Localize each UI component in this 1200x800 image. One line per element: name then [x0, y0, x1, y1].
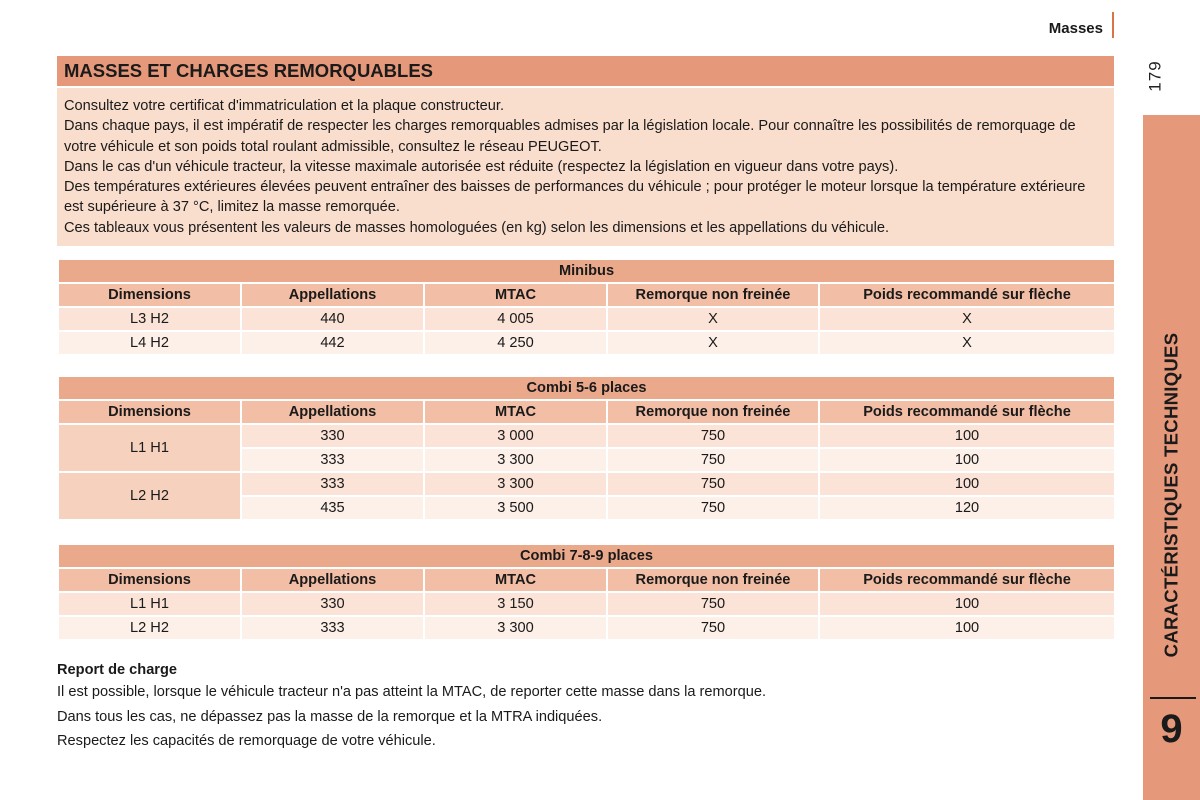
column-header-nose-weight: Poids recommandé sur flèche: [819, 568, 1115, 592]
cell-dimensions: L2 H2: [58, 616, 241, 640]
running-header-title: Masses: [1048, 20, 1103, 37]
table-row: [58, 331, 1115, 355]
page-number-text: 179: [1146, 60, 1165, 92]
table-caption: Combi 5-6 places: [58, 376, 1115, 400]
load-transfer-section: [57, 660, 1114, 754]
cell-nose-weight: 100: [819, 472, 1115, 496]
cell-mtac: 3 300: [424, 472, 607, 496]
cell-appellation: 333: [241, 472, 424, 496]
cell-nose-weight: 120: [819, 496, 1115, 520]
chapter-title-text: CARACTÉRISTIQUES TECHNIQUES: [1160, 332, 1182, 658]
cell-mtac: 3 300: [424, 616, 607, 640]
intro-paragraph: Dans chaque pays, il est impératif de respecter les charges remorquables admises par la législation locale. Pour connaître les possibilités de remorquage de votre véhicule et son poids total roulant admissible, consultez le réseau PEUGEOT.: [64, 118, 1076, 155]
chapter-divider: [1150, 697, 1196, 699]
cell-appellation: 435: [241, 496, 424, 520]
header-divider: [1112, 12, 1114, 38]
intro-box: [57, 88, 1114, 246]
column-header-mtac: MTAC: [424, 568, 607, 592]
table-row: [58, 472, 1115, 496]
cell-mtac: 3 300: [424, 448, 607, 472]
column-header-appellations: Appellations: [241, 568, 424, 592]
intro-paragraph: Consultez votre certificat d'immatriculation et la plaque constructeur.: [64, 98, 504, 114]
cell-unbraked-trailer: 750: [607, 592, 819, 616]
column-header-unbraked-trailer: Remorque non freinée: [607, 400, 819, 424]
cell-unbraked-trailer: 750: [607, 424, 819, 448]
table-row: [58, 616, 1115, 640]
combi-7-8-9-table: [57, 543, 1116, 641]
column-header-mtac: MTAC: [424, 400, 607, 424]
cell-appellation: 333: [241, 448, 424, 472]
cell-unbraked-trailer: 750: [607, 616, 819, 640]
cell-unbraked-trailer: 750: [607, 496, 819, 520]
cell-dimensions: L3 H2: [58, 307, 241, 331]
section-title: MASSES ET CHARGES REMORQUABLES: [57, 56, 1114, 86]
column-header-unbraked-trailer: Remorque non freinée: [607, 568, 819, 592]
table-caption: Minibus: [58, 259, 1115, 283]
column-header-dimensions: Dimensions: [58, 283, 241, 307]
cell-nose-weight: 100: [819, 448, 1115, 472]
table-row: [58, 424, 1115, 448]
column-header-nose-weight: Poids recommandé sur flèche: [819, 283, 1115, 307]
intro-paragraph: Des températures extérieures élevées peuvent entraîner des baisses de performances du véhicule ; pour protéger le moteur lorsque la température extérieure est supérieure à 37 °C, limitez la masse remorquée.: [64, 179, 1086, 216]
column-header-unbraked-trailer: Remorque non freinée: [607, 283, 819, 307]
intro-paragraph: Ces tableaux vous présentent les valeurs de masses homologuées (en kg) selon les dimensions et les appellations du véhicule.: [64, 219, 890, 236]
cell-appellation: 440: [241, 307, 424, 331]
column-header-dimensions: Dimensions: [58, 400, 241, 424]
load-transfer-line: Dans tous les cas, ne dépassez pas la masse de la remorque et la MTRA indiquées.: [57, 708, 603, 725]
cell-mtac: 4 005: [424, 307, 607, 331]
cell-dimensions: L4 H2: [58, 331, 241, 355]
chapter-number: 9: [1160, 706, 1183, 751]
cell-unbraked-trailer: X: [607, 331, 819, 355]
cell-mtac: 3 500: [424, 496, 607, 520]
cell-appellation: 330: [241, 592, 424, 616]
column-header-mtac: MTAC: [424, 283, 607, 307]
cell-appellation: 333: [241, 616, 424, 640]
cell-nose-weight: X: [819, 331, 1115, 355]
cell-appellation: 442: [241, 331, 424, 355]
chapter-side-title: [1143, 300, 1200, 690]
table-row: [58, 307, 1115, 331]
cell-mtac: 3 150: [424, 592, 607, 616]
cell-nose-weight: 100: [819, 616, 1115, 640]
column-header-appellations: Appellations: [241, 283, 424, 307]
table-row: [58, 592, 1115, 616]
cell-unbraked-trailer: 750: [607, 448, 819, 472]
cell-nose-weight: X: [819, 307, 1115, 331]
column-header-nose-weight: Poids recommandé sur flèche: [819, 400, 1115, 424]
load-transfer-title: Report de charge: [57, 662, 178, 678]
intro-paragraph: Dans le cas d'un véhicule tracteur, la vitesse maximale autorisée est réduite (respectez la législation en vigueur dans votre pays).: [64, 158, 899, 175]
minibus-table: [57, 258, 1116, 356]
cell-dimensions: L2 H2: [58, 472, 241, 520]
cell-mtac: 3 000: [424, 424, 607, 448]
table-caption: Combi 7-8-9 places: [58, 544, 1115, 568]
cell-unbraked-trailer: X: [607, 307, 819, 331]
combi-5-6-table: [57, 375, 1116, 521]
cell-appellation: 330: [241, 424, 424, 448]
load-transfer-line: Respectez les capacités de remorquage de votre véhicule.: [57, 733, 436, 749]
cell-dimensions: L1 H1: [58, 424, 241, 472]
cell-mtac: 4 250: [424, 331, 607, 355]
cell-nose-weight: 100: [819, 592, 1115, 616]
cell-unbraked-trailer: 750: [607, 472, 819, 496]
column-header-dimensions: Dimensions: [58, 568, 241, 592]
cell-nose-weight: 100: [819, 424, 1115, 448]
load-transfer-line: Il est possible, lorsque le véhicule tracteur n'a pas atteint la MTAC, de reporter cette masse dans la remorque.: [57, 684, 767, 700]
cell-dimensions: L1 H1: [58, 592, 241, 616]
column-header-appellations: Appellations: [241, 400, 424, 424]
page-number: [1141, 56, 1171, 96]
